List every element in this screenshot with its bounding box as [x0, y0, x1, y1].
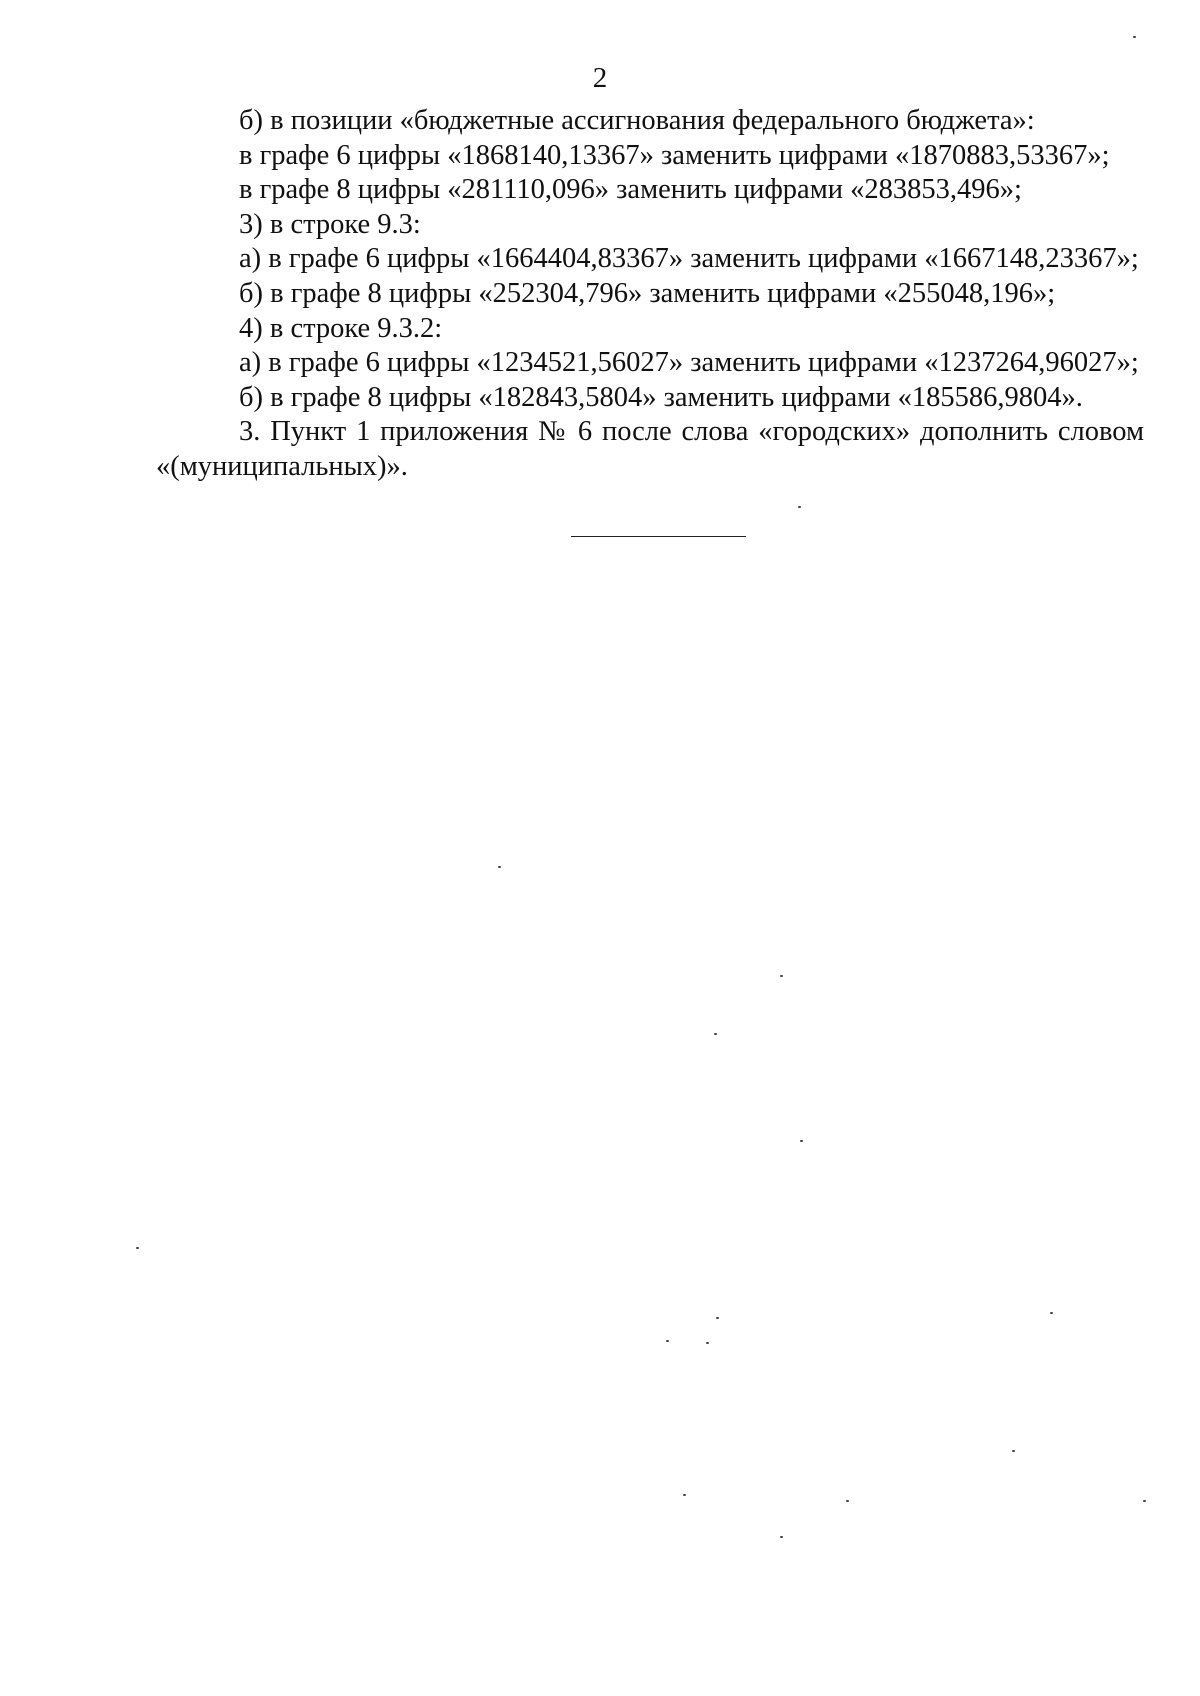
scan-speck: [846, 1500, 849, 1502]
scan-speck: [706, 1342, 709, 1344]
scan-speck: [714, 1033, 717, 1035]
page-number: 2: [592, 62, 608, 94]
scan-speck: [1012, 1450, 1015, 1452]
text-line: 4) в строке 9.3.2:: [239, 312, 443, 344]
text-line: а) в графе 6 цифры «1234521,56027» заменить цифрами «1237264,96027»;: [239, 347, 1139, 379]
scan-speck: [716, 1317, 719, 1319]
scan-speck: [1050, 1312, 1053, 1314]
text-line: б) в графе 8 цифры «252304,796» заменить цифрами «255048,196»;: [239, 277, 1056, 309]
scan-speck: [683, 1494, 686, 1496]
text-line: б) в графе 8 цифры «182843,5804» заменить цифрами «185586,9804».: [239, 381, 1083, 413]
end-separator-line: [571, 536, 746, 537]
document-body: [156, 104, 1144, 485]
text-line: 3) в строке 9.3:: [239, 208, 421, 240]
scan-speck: [800, 1140, 803, 1142]
scan-speck: [1133, 36, 1136, 38]
scan-speck: [666, 1340, 669, 1342]
scan-speck: [780, 1536, 783, 1538]
scan-speck: [798, 506, 801, 508]
scan-speck: [1143, 1500, 1146, 1502]
text-line: а) в графе 6 цифры «1664404,83367» заменить цифрами «1667148,23367»;: [239, 243, 1139, 275]
final-paragraph: 3. Пункт 1 приложения № 6 после слова «городских» дополнить словом «(муниципальных)».: [156, 416, 1144, 482]
text-line: б) в позиции «бюджетные ассигнования федерального бюджета»:: [239, 105, 1035, 136]
scan-speck: [136, 1247, 139, 1249]
text-line: в графе 8 цифры «281110,096» заменить цифрами «283853,496»;: [239, 174, 1022, 206]
scan-speck: [780, 975, 783, 977]
scan-speck: [498, 866, 501, 868]
text-line: в графе 6 цифры «1868140,13367» заменить цифрами «1870883,53367»;: [239, 139, 1110, 171]
